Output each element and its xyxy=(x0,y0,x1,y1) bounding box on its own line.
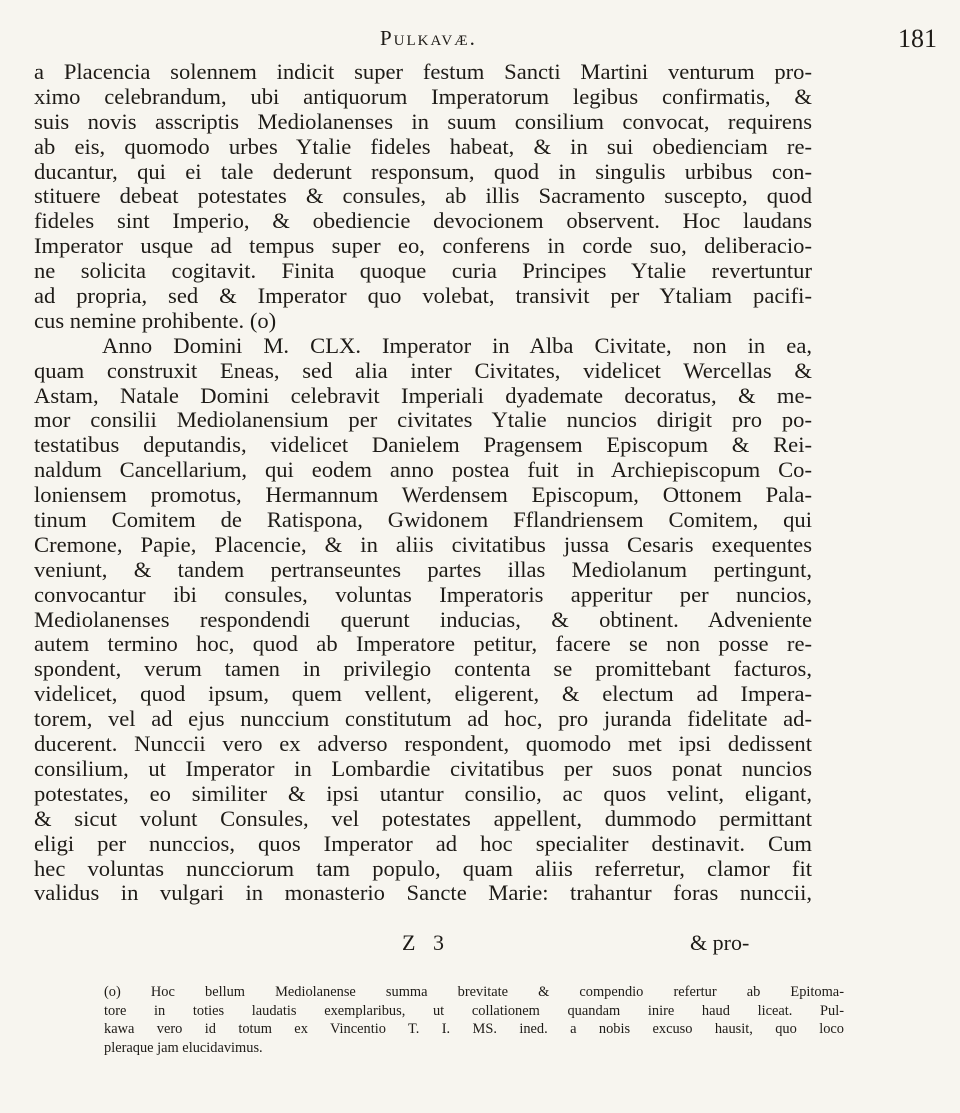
paragraph-start-line: Anno Domini M. CLX. Imperator in Alba Civitate, non in ea, xyxy=(102,332,812,358)
text-line: videlicet, quod ipsum, quem vellent, eligerent, & electum ad Impera- xyxy=(34,681,812,707)
text-line: spondent, verum tamen in privilegio contenta se promittebant facturos, xyxy=(34,656,812,682)
text-line: tinum Comitem de Ratispona, Gwidonem Fflandriensem Comitem, qui xyxy=(34,507,812,533)
text-line: consilium, ut Imperator in Lombardie civitatibus per suos ponat nuncios xyxy=(34,755,812,781)
text-line: eligi per nunccios, quos Imperator ad hoc specialiter destinavit. Cum xyxy=(34,830,812,856)
text-line: convocantur ibi consules, voluntas Imperatoris apperitur per nuncios, xyxy=(34,581,812,607)
text-line: potestates, eo similiter & ipsi utantur consilio, ac quos velint, eligant, xyxy=(34,780,812,806)
text-line: stituere debeat potestates & consules, ab illis Sacramento suscepto, quod xyxy=(34,183,812,209)
text-line: torem, vel ad ejus nunccium constitutum ad hoc, pro juranda fidelitate ad- xyxy=(34,706,812,732)
text-line: ducantur, qui ei tale dederunt responsum, quod in singulis urbibus con- xyxy=(34,158,812,184)
text-line: fideles sint Imperio, & obediencie devocionem observent. Hoc laudans xyxy=(34,208,812,234)
catchword: & pro- xyxy=(690,930,750,955)
text-line: veniunt, & tandem pertranseuntes partes illas Mediolanum pertingunt, xyxy=(34,556,812,582)
text-line: ne solicita cogitavit. Finita quoque curia Principes Ytalie revertuntur xyxy=(34,258,812,284)
text-line: loniensem promotus, Hermannum Werdensem Episcopum, Ottonem Pala- xyxy=(34,482,812,508)
text-line: autem termino hoc, quod ab Imperatore petitur, facere se non posse re- xyxy=(34,631,812,657)
page-number: 181 xyxy=(898,24,937,53)
text-line: suis novis asscriptis Mediolanenses in suum consilium convocat, requirens xyxy=(34,108,812,134)
text-line: quam construxit Eneas, sed alia inter Civitates, videlicet Wercellas & xyxy=(34,357,812,383)
text-line: ab eis, quomodo urbes Ytalie fideles habeat, & in sui obedienciam re- xyxy=(34,133,812,159)
footnote-line: tore in toties laudatis exemplaribus, ut collationem quandam inire haud liceat. Pul- xyxy=(104,1002,844,1019)
footnote-line: (o) Hoc bellum Mediolanense summa brevitate & compendio refertur ab Epitoma- xyxy=(104,984,844,1000)
text-line: Cremone, Papie, Placencie, & in aliis civitatibus jussa Cesaris exequentes xyxy=(34,531,812,557)
text-line: ducerent. Nunccii vero ex adverso respondent, quomodo met ipsi dedissent xyxy=(34,731,812,757)
text-line: Imperator usque ad tempus super eo, conferens in corde suo, deliberacio- xyxy=(34,233,812,259)
text-line: Astam, Natale Domini celebravit Imperiali dyademate decoratus, & me- xyxy=(34,382,812,408)
text-line: ximo celebrandum, ubi antiquorum Imperatorum legibus confirmatis, & xyxy=(34,83,812,109)
text-line: validus in vulgari in monasterio Sancte Marie: trahantur foras nunccii, xyxy=(34,880,812,906)
text-line: a Placencia solennem indicit super festum Sancti Martini venturum pro- xyxy=(34,59,812,84)
footnote xyxy=(104,983,844,1057)
signature-mark: Z 3 xyxy=(402,930,450,955)
text-line: ad propria, sed & Imperator quo volebat, transivit per Ytaliam pacifi- xyxy=(34,283,812,309)
text-line: & sicut volunt Consules, vel potestates appellent, dummodo permittant xyxy=(34,805,812,831)
text-line: testatibus deputandis, videlicet Danielem Pragensem Episcopum & Rei- xyxy=(34,432,812,458)
text-line: naldum Cancellarium, qui eodem anno postea fuit in Archiepiscopum Co- xyxy=(34,457,812,483)
main-text xyxy=(34,60,812,906)
text-line: hec voluntas nuncciorum tam populo, quam aliis referretur, clamor fit xyxy=(34,855,812,881)
footnote-line: kawa vero id totum ex Vincentio T. I. MS. ined. a nobis excuso hausit, quo loco xyxy=(104,1021,844,1038)
text-line: mor consilii Mediolanensium per civitates Ytalie nuncios dirigit pro po- xyxy=(34,407,812,433)
footnote-line: pleraque jam elucidavimus. xyxy=(104,1039,263,1056)
text-line: Mediolanenses respondendi querunt inducias, & obtinent. Adveniente xyxy=(34,606,812,632)
page-header xyxy=(0,22,960,52)
signature-line xyxy=(0,930,960,958)
paragraph-end-line: cus nemine prohibente. (o) xyxy=(34,307,277,333)
running-head: Pulkavæ. xyxy=(380,26,477,50)
